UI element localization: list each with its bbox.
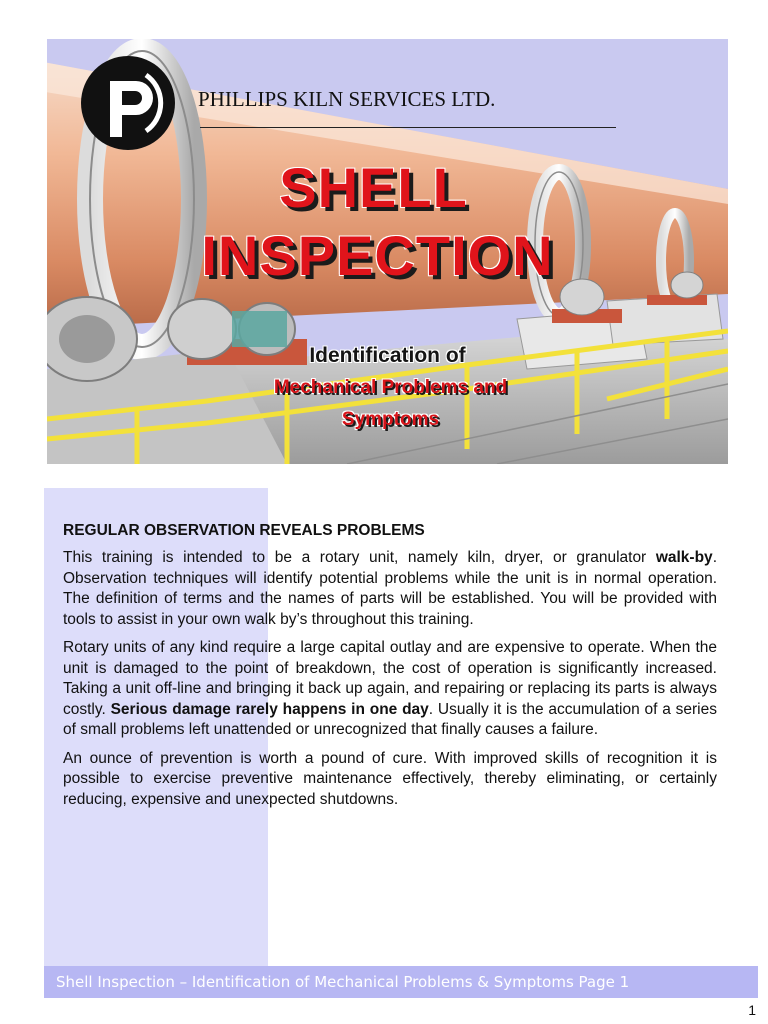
body-content xyxy=(63,521,717,818)
footer-bar xyxy=(44,966,758,998)
cover-banner xyxy=(47,39,728,464)
paragraph-2-bold: Serious damage rarely happens in one day xyxy=(110,700,429,718)
paragraph-1 xyxy=(63,548,717,630)
paragraph-3: An ounce of prevention is worth a pound of cure. With improved skills of recognition it is possible to exercise preventive maintenance effectively, thereby eliminating, or certainly reducing, expensive and unexpected shutdowns. xyxy=(63,749,717,808)
cover-title-line2: INSPECTION xyxy=(201,224,554,287)
paragraph-1-text-a: This training is intended to be a rotary unit, namely kiln, dryer, or granulator xyxy=(63,549,656,566)
company-divider xyxy=(200,127,616,128)
paragraph-2-text-a: Rotary units of any kind require a large capital outlay and are expensive to operate. When the unit is damaged to the point of breakdown, the cost of operation is significantly increased. Taking a unit off-line and bringing it back up again, and repairing or replacing its parts is always costly. xyxy=(63,639,717,718)
cover-subtitle-line3: Symptoms xyxy=(341,409,440,430)
cover-subtitle-line1: Identification of xyxy=(309,344,466,367)
cover-title-line1: SHELL xyxy=(279,156,468,219)
paragraph-2-text-b: . Usually it is the accumulation of a series of small problems left unattended or unrecognized that finally causes a failure. xyxy=(63,700,717,738)
footer-text: Shell Inspection – Identification of Mechanical Problems & Symptoms Page 1 xyxy=(56,973,630,991)
company-name: PHILLIPS KILN SERVICES LTD. xyxy=(198,87,496,111)
section-heading: REGULAR OBSERVATION REVEALS PROBLEMS xyxy=(63,522,425,539)
paragraph-1-text-b: . Observation techniques will identify potential problems while the unit is in normal operation. The definition of terms and the names of parts will be established. You will be provided with tools to assist in your own walk by’s throughout this training. xyxy=(63,549,717,628)
paragraph-2 xyxy=(63,638,717,741)
page-number: 1 xyxy=(748,1002,756,1018)
paragraph-1-bold: walk-by xyxy=(655,549,713,566)
cover-subtitle-line2: Mechanical Problems and xyxy=(273,377,508,398)
company-logo xyxy=(80,55,176,151)
